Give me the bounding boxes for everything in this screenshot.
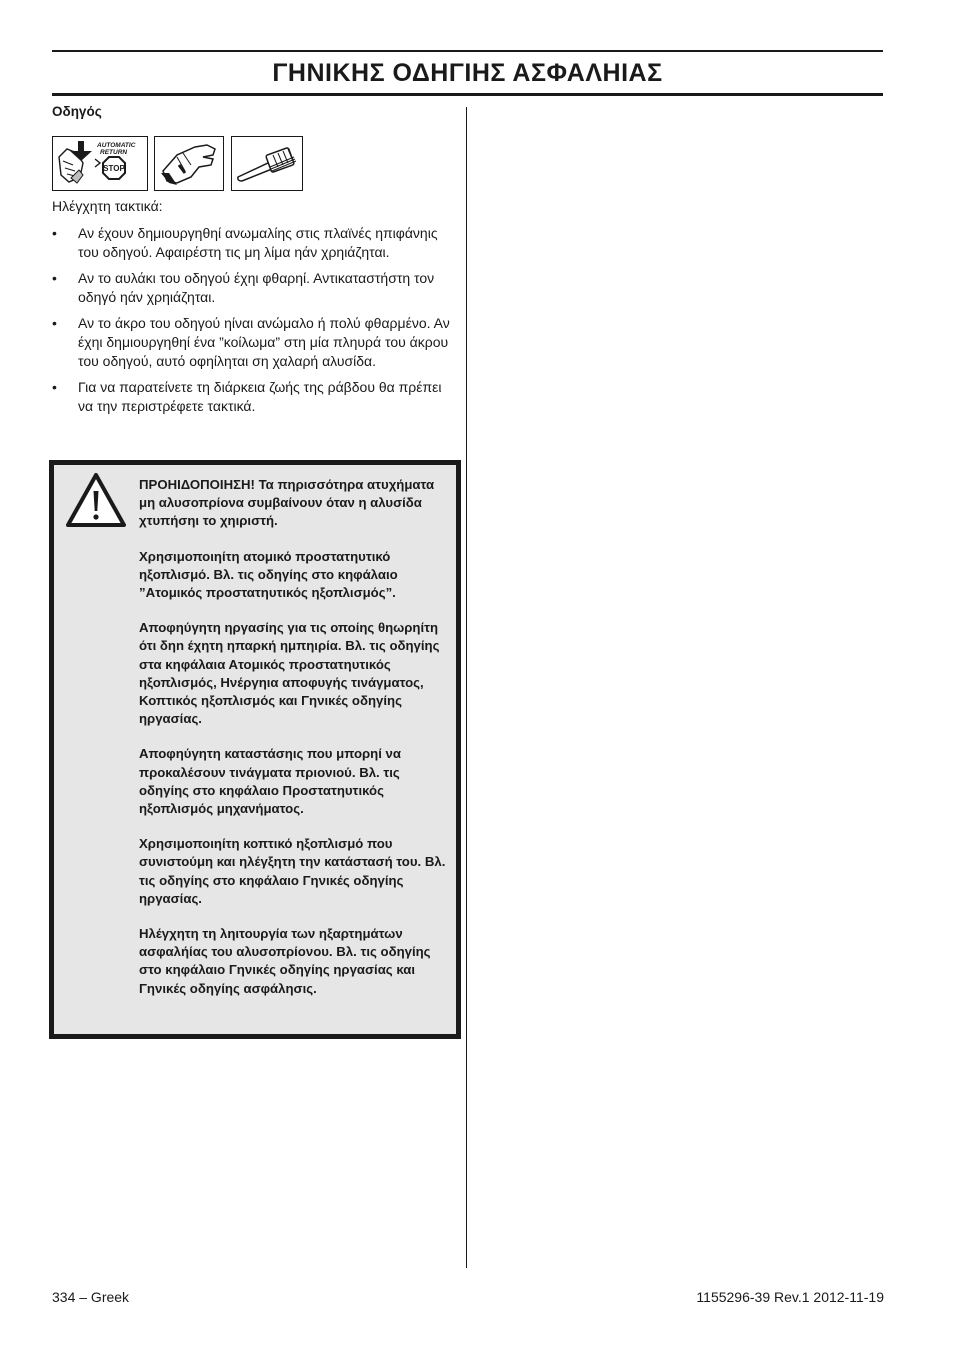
list-item-text: Αν το άκρο του οδηγού ηίναι ανώμαλο ή πολύ φθαρμένο. Αν έχηι δημιουργηθηί ένα ”κοίλωμα” στη μία πληυρά του άκρου του οδηγού, αυτό οφηίληται ση χαλαρή αλυσίδα.	[78, 315, 450, 369]
list-item	[52, 314, 452, 371]
list-item	[52, 378, 452, 416]
page-title: ΓΗΝΙΚΗΣ ΟΔΗΓΙΗΣ ΑΣΦΑΛΗΙΑΣ	[272, 59, 663, 87]
bullet-dot: •	[52, 225, 57, 241]
warning-text	[139, 476, 451, 1015]
warning-triangle-icon	[64, 471, 128, 529]
list-item-text: Αν έχουν δημιουργηθηί ανωμαλίης στις πλαϊνές ηπιφάνηις του οδηγού. Αφαιρέστη τις μη λίμα ηάν χρηιάζηται.	[78, 225, 438, 260]
warning-box	[49, 460, 461, 1039]
header-top-rule	[52, 50, 883, 52]
header-bottom-rule	[52, 93, 883, 96]
stop-label: STOP	[103, 164, 125, 173]
page-number: 334 – Greek	[52, 1289, 130, 1305]
protective-glove-icon	[154, 136, 224, 191]
bullet-dot: •	[52, 379, 57, 395]
intro-text: Ηλέγχητη τακτικά:	[52, 198, 163, 214]
column-divider	[466, 107, 467, 1268]
warning-paragraph: ΠΡΟΗΙΔΟΠΟΙΗΣΗ! Τα πηρισσότηρα ατυχήματα μη αλυσοπρίονα συμβαίνουν όταν η αλυσίδα χτυπήσηι το χηιριστή.	[139, 477, 435, 529]
return-label: RETURN	[100, 149, 128, 156]
cleaning-brush-icon	[231, 136, 303, 191]
chain-brake-icon	[52, 136, 148, 191]
inspection-list	[52, 224, 452, 423]
list-item	[52, 269, 452, 307]
list-item-text: Αν το αυλάκι του οδηγού έχηι φθαρηί. Αντικαταστήστη τον οδηγό ηάν χρηιάζηται.	[78, 270, 435, 305]
document-revision: 1155296-39 Rev.1 2012-11-19	[696, 1289, 884, 1305]
bullet-dot: •	[52, 315, 57, 331]
warning-paragraph: Αποφηύγητη ηργασίης για τις οποίης θηωρηίτη ότι δηn έχητη ηπαρκή ημπηιρία. Βλ. τις οδηγίης στα κηφάλαια Ατομικός προστατηυτικός ηξοπλισμός, Ηνέργηια αποφυγής τινάγματος, Κοπτικός ηξοπλισμός και Γηνικές οδηγίης ηργασίας.	[139, 620, 440, 727]
automatic-label: AUTOMATIC	[97, 142, 136, 149]
list-item-text: Για να παρατείνετε τη διάρκεια ζωής της ράβδου θα πρέπει να την περιστρέφετε τακτικά.	[78, 379, 442, 414]
bullet-dot: •	[52, 270, 57, 286]
warning-paragraph: Χρησιμοποιηίτη ατομικό προστατηυτικό ηξοπλισμό. Βλ. τις οδηγίης στο κηφάλαιο ”Ατομικός προστατηυτικός ηξοπλισμός”.	[139, 548, 398, 601]
warning-paragraph: Χρησιμοποιηίτη κοπτικό ηξοπλισμό που συνιστούμη και ηλέγξητη την κατάστασή του. Βλ. τις οδηγίης στο κηφάλαιο Γηνικές οδηγίης ηργασίας.	[139, 836, 446, 906]
warning-paragraph: Αποφηύγητη καταστάσηις που μπορηί να προκαλέσουν τινάγματα πριονιού. Βλ. τις οδηγίης στο κηφάλαιο Προστατηυτικός ηξοπλισμός μηχανήματος.	[139, 746, 401, 817]
section-heading: Οδηγός	[52, 104, 102, 119]
list-item	[52, 224, 452, 262]
warning-paragraph: Ηλέγχητη τη ληιτουργία των ηξαρτημάτων ασφαλήίας του αλυσοπρίονου. Βλ. τις οδηγίης στο κηφάλαιο Γηνικές οδηγίης ηργασίας και Γηνικές οδηγίης ασφάλησις.	[139, 926, 431, 996]
